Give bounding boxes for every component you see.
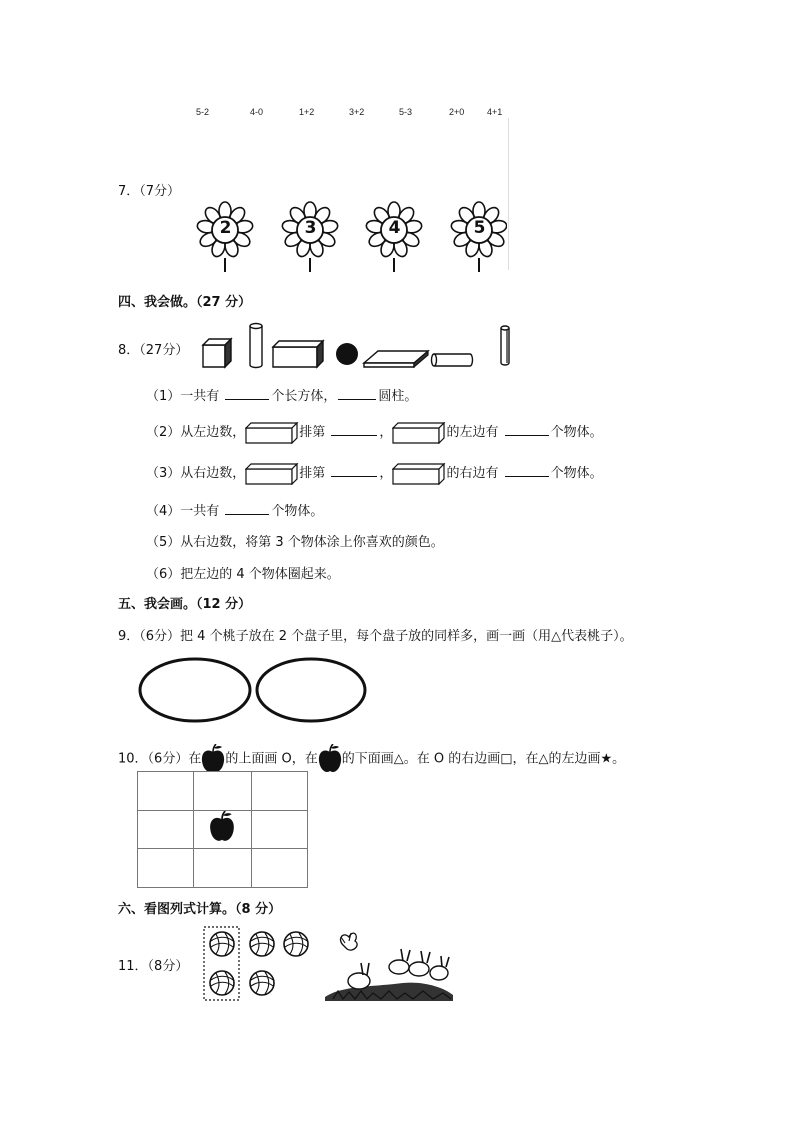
q11-label: 11．（8分）	[118, 959, 189, 974]
expression-2: 4-0	[250, 107, 264, 117]
section-6-title: 六、看图列式计算。（8 分）	[118, 902, 282, 917]
flower-number-3: 4	[388, 218, 401, 238]
cuboid-icon	[273, 341, 323, 367]
q8-sub-4: （4）一共有 个物体。	[146, 500, 323, 519]
flower-number-4: 5	[473, 218, 486, 238]
q8-sub-1: （1）一共有 个长方体， 圆柱。	[146, 385, 417, 404]
section-4-title: 四、我会做。（27 分）	[118, 295, 252, 310]
cube-icon	[203, 339, 231, 367]
answer-blank[interactable]	[505, 463, 549, 477]
cuboid-icon	[392, 422, 446, 444]
q8-label: 8．（27分）	[118, 343, 189, 358]
plate-1	[140, 659, 250, 721]
grid-cell[interactable]	[138, 849, 194, 888]
grid-cell[interactable]	[251, 772, 307, 811]
apple-icon	[201, 744, 225, 774]
grid-cell[interactable]	[194, 849, 251, 888]
q9-text: 9．（6分）把 4 个桃子放在 2 个盘子里，每个盘子放的同样多，画一画（用△代表桃子）。	[118, 629, 633, 644]
apple-icon	[318, 744, 342, 774]
answer-blank[interactable]	[331, 463, 377, 477]
flower-number-2: 3	[304, 218, 317, 238]
grid-cell[interactable]	[251, 810, 307, 849]
grid-cell[interactable]	[194, 772, 251, 811]
lying-cylinder-icon	[432, 354, 473, 366]
expression-3: 1+2	[299, 107, 315, 117]
cylinder-icon	[250, 324, 262, 368]
rabbit-icon	[325, 933, 453, 1001]
answer-blank[interactable]	[505, 422, 549, 436]
plates	[137, 652, 369, 724]
flower-number-1: 2	[219, 218, 232, 238]
flowers-row	[195, 200, 507, 272]
ball-icon	[336, 343, 358, 365]
image-edge	[508, 118, 509, 270]
expression-5: 5-3	[399, 107, 413, 117]
expression-4: 3+2	[349, 107, 365, 117]
q8-sub-2: （2）从左边数， 排第 ， 的左边有 个物体。	[146, 421, 603, 444]
answer-blank[interactable]	[331, 422, 377, 436]
expression-1: 5-2	[196, 107, 210, 117]
answer-blank[interactable]	[225, 386, 269, 400]
cuboid-icon	[245, 422, 299, 444]
answer-blank[interactable]	[225, 501, 269, 515]
flower-icon	[195, 200, 507, 272]
flat-cuboid-icon	[364, 351, 428, 367]
grid-cell[interactable]	[251, 849, 307, 888]
q10-text: 10．（6分）在 的上面画 O，在 的下面画△。在 O 的右边画□，在△的左边画★。	[118, 744, 625, 774]
q8-sub-6: （6）把左边的 4 个物体圈起来。	[146, 567, 340, 582]
q7-label: 7．（7分）	[118, 184, 181, 199]
grid-cell[interactable]	[138, 772, 194, 811]
grid-cell-center[interactable]	[194, 810, 251, 849]
section-5-title: 五、我会画。（12 分）	[118, 597, 252, 612]
q8-sub-3: （3）从右边数， 排第 ， 的右边有 个物体。	[146, 462, 603, 485]
apple-icon	[209, 811, 235, 843]
drawing-grid	[137, 771, 308, 888]
answer-blank[interactable]	[338, 386, 376, 400]
thin-cylinder-icon	[501, 326, 509, 365]
plate-2	[257, 659, 365, 721]
solids-row	[198, 320, 523, 370]
volleyball-icon	[210, 932, 308, 995]
cuboid-icon	[245, 463, 299, 485]
expression-6: 2+0	[449, 107, 465, 117]
q11-picture	[203, 925, 455, 1003]
grid-cell[interactable]	[138, 810, 194, 849]
expression-7: 4+1	[487, 107, 503, 117]
q8-sub-5: （5）从右边数，将第 3 个物体涂上你喜欢的颜色。	[146, 535, 444, 550]
cuboid-icon	[392, 463, 446, 485]
